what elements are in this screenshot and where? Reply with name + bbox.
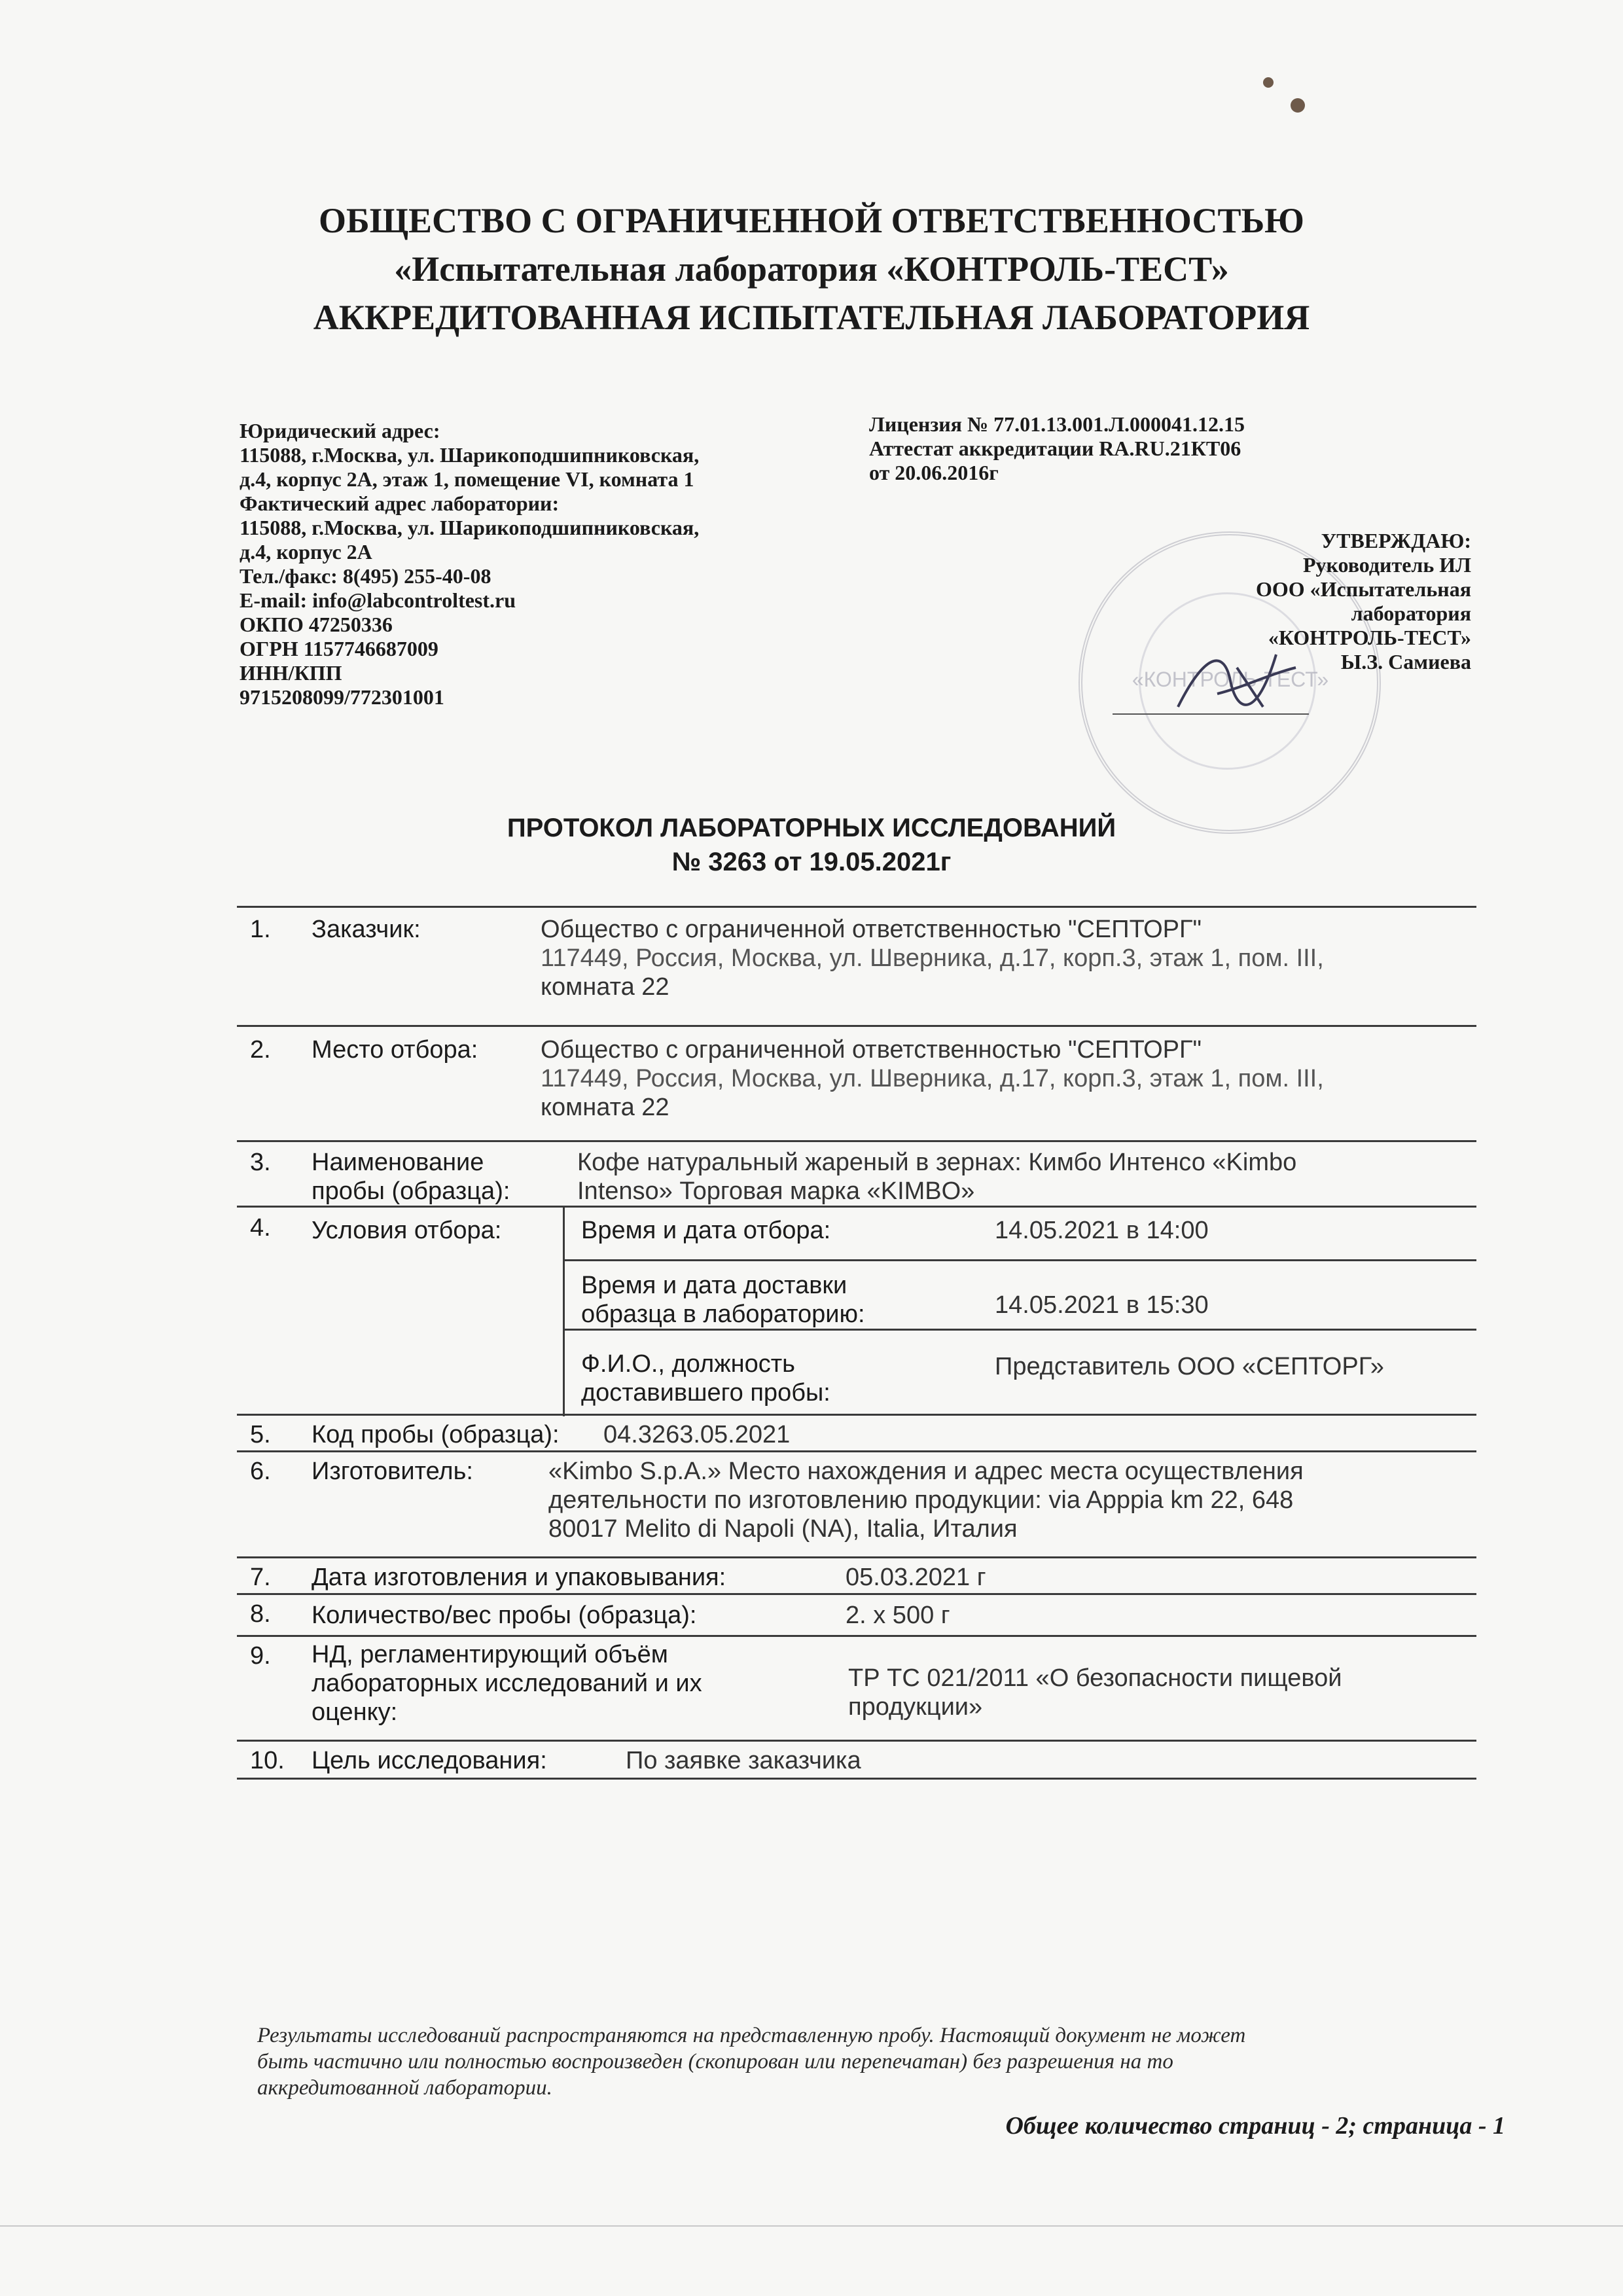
row-label: Количество/вес пробы (образца): xyxy=(312,1602,697,1629)
sub-row-rule xyxy=(563,1329,1476,1331)
sub-value: 14.05.2021 в 14:00 xyxy=(995,1217,1209,1244)
company-info-line: д.4, корпус 2А xyxy=(240,540,372,564)
table-row-purpose xyxy=(237,1742,1476,1778)
company-info-line: ОГРН 1157746687009 xyxy=(240,637,438,660)
license-line: от 20.06.2016г xyxy=(869,461,999,484)
sub-label-line: образца в лабораторию: xyxy=(581,1300,865,1328)
row-rule xyxy=(237,1556,1476,1558)
row-value: 2. х 500 г xyxy=(846,1602,950,1629)
row-label: Заказчик: xyxy=(312,916,421,943)
row-value-line: Общество с ограниченной ответственностью "СЕПТОРГ" xyxy=(541,1036,1202,1064)
table-top-rule xyxy=(237,906,1476,908)
disclaimer-note xyxy=(257,2022,1488,2101)
signature-mark xyxy=(1165,628,1309,726)
row-value-line: «Kimbo S.p.A.» Место нахождения и адрес места осуществления xyxy=(548,1458,1304,1485)
sub-label: Время и дата отбора: xyxy=(581,1217,831,1244)
company-info-line: 9715208099/772301001 xyxy=(240,685,444,709)
table-row-sampling-conditions xyxy=(237,1210,1476,1414)
approval-line: «КОНТРОЛЬ-ТЕСТ» xyxy=(1268,626,1471,649)
page-count: Общее количество страниц - 2; страница - 1 xyxy=(1005,2112,1505,2140)
disclaimer-line: Результаты исследований распространяются на представленную пробу. Настоящий документ не может xyxy=(257,2024,1246,2047)
row-label: Дата изготовления и упаковывания: xyxy=(312,1564,726,1591)
row-value-line: Общество с ограниченной ответственностью "СЕПТОРГ" xyxy=(541,916,1202,943)
row-value xyxy=(577,1148,1296,1206)
protocol-number: № 3263 от 19.05.2021г xyxy=(671,848,952,876)
row-number: 9. xyxy=(250,1642,271,1670)
row-value xyxy=(541,915,1324,1001)
row-number: 7. xyxy=(250,1564,271,1591)
company-info-line: E-mail: info@labcontroltest.ru xyxy=(240,588,516,612)
company-info-line: 115088, г.Москва, ул. Шарикоподшипниковская, xyxy=(240,516,700,539)
row-label-line: НД, регламентирующий объём xyxy=(312,1641,668,1668)
row-number: 8. xyxy=(250,1600,271,1628)
sub-value: 14.05.2021 в 15:30 xyxy=(995,1291,1209,1319)
row-value: По заявке заказчика xyxy=(626,1747,861,1774)
row-label xyxy=(312,1640,702,1727)
row-value-line: 117449, Россия, Москва, ул. Шверника, д.17, корп.3, этаж 1, пом. III, xyxy=(541,1065,1324,1092)
row-label: Код пробы (образца): xyxy=(312,1421,560,1448)
header-line-2: «Испытательная лаборатория «КОНТРОЛЬ-ТЕСТ» xyxy=(394,249,1229,289)
row-rule xyxy=(237,1635,1476,1637)
license-info xyxy=(869,412,1245,485)
row-number: 5. xyxy=(250,1421,271,1448)
company-info-line: ИНН/КПП xyxy=(240,661,342,685)
row-number: 1. xyxy=(250,916,271,943)
company-info-line: д.4, корпус 2А, этаж 1, помещение VI, комната 1 xyxy=(240,467,694,491)
table-row-sampling-place xyxy=(237,1031,1476,1143)
approval-line: ООО «Испытательная xyxy=(1255,577,1471,601)
company-info-line: Фактический адрес лаборатории: xyxy=(240,492,560,515)
approval-line: Ы.З. Самиева xyxy=(1340,650,1471,673)
row-value-line: Кофе натуральный жареный в зернах: Кимбо Интенсо «Kimbo xyxy=(577,1149,1297,1176)
row-label: Изготовитель: xyxy=(312,1458,473,1485)
row-rule xyxy=(237,1206,1476,1208)
row-value xyxy=(848,1664,1342,1721)
table-row-sample-code xyxy=(237,1416,1476,1452)
header-line-1: ОБЩЕСТВО С ОГРАНИЧЕННОЙ ОТВЕТСТВЕННОСТЬЮ xyxy=(319,201,1304,240)
table-bottom-rule xyxy=(237,1778,1476,1780)
row-value-line: деятельности по изготовлению продукции: via Apppia km 22, 648 xyxy=(548,1486,1294,1514)
row-rule xyxy=(237,1414,1476,1416)
row-label-line: пробы (образца): xyxy=(312,1177,510,1205)
table-row-regulation xyxy=(237,1638,1476,1740)
approval-line: Руководитель ИЛ xyxy=(1302,553,1471,577)
sub-label xyxy=(581,1350,830,1407)
table-row-sample-name xyxy=(237,1144,1476,1208)
row-number: 10. xyxy=(250,1747,285,1774)
row-rule xyxy=(237,1450,1476,1452)
row-value: 05.03.2021 г xyxy=(846,1564,986,1591)
license-line: Лицензия № 77.01.13.001.Л.000041.12.15 xyxy=(869,412,1245,436)
disclaimer-line: аккредитованной лаборатории. xyxy=(257,2076,552,2100)
approval-line: УТВЕРЖДАЮ: xyxy=(1321,529,1471,552)
row-value-line: Intenso» Торговая марка «KIMBO» xyxy=(577,1177,975,1205)
row-value-line: ТР ТС 021/2011 «О безопасности пищевой xyxy=(848,1664,1342,1692)
row-value-line: 80017 Melito di Napoli (NA), Italia, Италия xyxy=(548,1515,1018,1543)
sub-label-line: Время и дата доставки xyxy=(581,1272,847,1299)
sub-row-rule xyxy=(563,1259,1476,1261)
lab-stamp-text: «КОНТРОЛЬ-ТЕСТ» xyxy=(1132,668,1329,691)
row-value xyxy=(548,1457,1304,1543)
sub-label-line: Ф.И.О., должность xyxy=(581,1350,795,1378)
company-info xyxy=(240,419,699,709)
protocol-title: ПРОТОКОЛ ЛАБОРАТОРНЫХ ИССЛЕДОВАНИЙ xyxy=(507,814,1116,842)
company-info-line: Тел./факс: 8(495) 255-40-08 xyxy=(240,564,491,588)
sub-label xyxy=(581,1271,865,1329)
disclaimer-line: быть частично или полностью воспроизведен (скопирован или перепечатан) без разрешения на то xyxy=(257,2050,1173,2073)
row-label: Условия отбора: xyxy=(312,1217,502,1244)
row-rule xyxy=(237,1140,1476,1142)
approval-line: лаборатория xyxy=(1351,601,1471,625)
sub-value: Представитель ООО «СЕПТОРГ» xyxy=(995,1353,1384,1380)
table-row-customer xyxy=(237,911,1476,1029)
scan-speck xyxy=(1291,98,1305,113)
company-info-line: Юридический адрес: xyxy=(240,419,440,442)
column-divider xyxy=(563,1206,565,1416)
scan-edge xyxy=(0,2225,1623,2227)
row-value-line: комната 22 xyxy=(541,1094,669,1121)
row-value-line: продукции» xyxy=(848,1693,983,1721)
scan-speck xyxy=(1263,77,1274,88)
row-number: 2. xyxy=(250,1036,271,1064)
table-row-quantity xyxy=(237,1596,1476,1632)
row-label: Цель исследования: xyxy=(312,1747,547,1774)
row-value xyxy=(541,1035,1324,1122)
table-row-production-date xyxy=(237,1559,1476,1594)
company-info-line: 115088, г.Москва, ул. Шарикоподшипниковская, xyxy=(240,443,700,467)
row-label xyxy=(312,1148,510,1206)
row-label-line: лабораторных исследований и их xyxy=(312,1670,702,1697)
row-label-line: Наименование xyxy=(312,1149,484,1176)
company-info-line: ОКПО 47250336 xyxy=(240,613,393,636)
row-rule xyxy=(237,1025,1476,1027)
row-value: 04.3263.05.2021 xyxy=(603,1421,791,1448)
row-number: 4. xyxy=(250,1214,271,1242)
sub-label-line: доставившего пробы: xyxy=(581,1379,830,1407)
row-rule xyxy=(237,1593,1476,1595)
row-number: 6. xyxy=(250,1458,271,1485)
row-label-line: оценку: xyxy=(312,1698,398,1726)
row-value-line: комната 22 xyxy=(541,973,669,1001)
row-label: Место отбора: xyxy=(312,1036,478,1064)
row-value-line: 117449, Россия, Москва, ул. Шверника, д.17, корп.3, этаж 1, пом. III, xyxy=(541,944,1324,972)
row-number: 3. xyxy=(250,1149,271,1176)
row-rule xyxy=(237,1740,1476,1742)
table-row-manufacturer xyxy=(237,1453,1476,1555)
license-line: Аттестат аккредитации RA.RU.21КТ06 xyxy=(869,437,1241,460)
header-line-3: АККРЕДИТОВАННАЯ ИСПЫТАТЕЛЬНАЯ ЛАБОРАТОРИЯ xyxy=(313,298,1310,337)
